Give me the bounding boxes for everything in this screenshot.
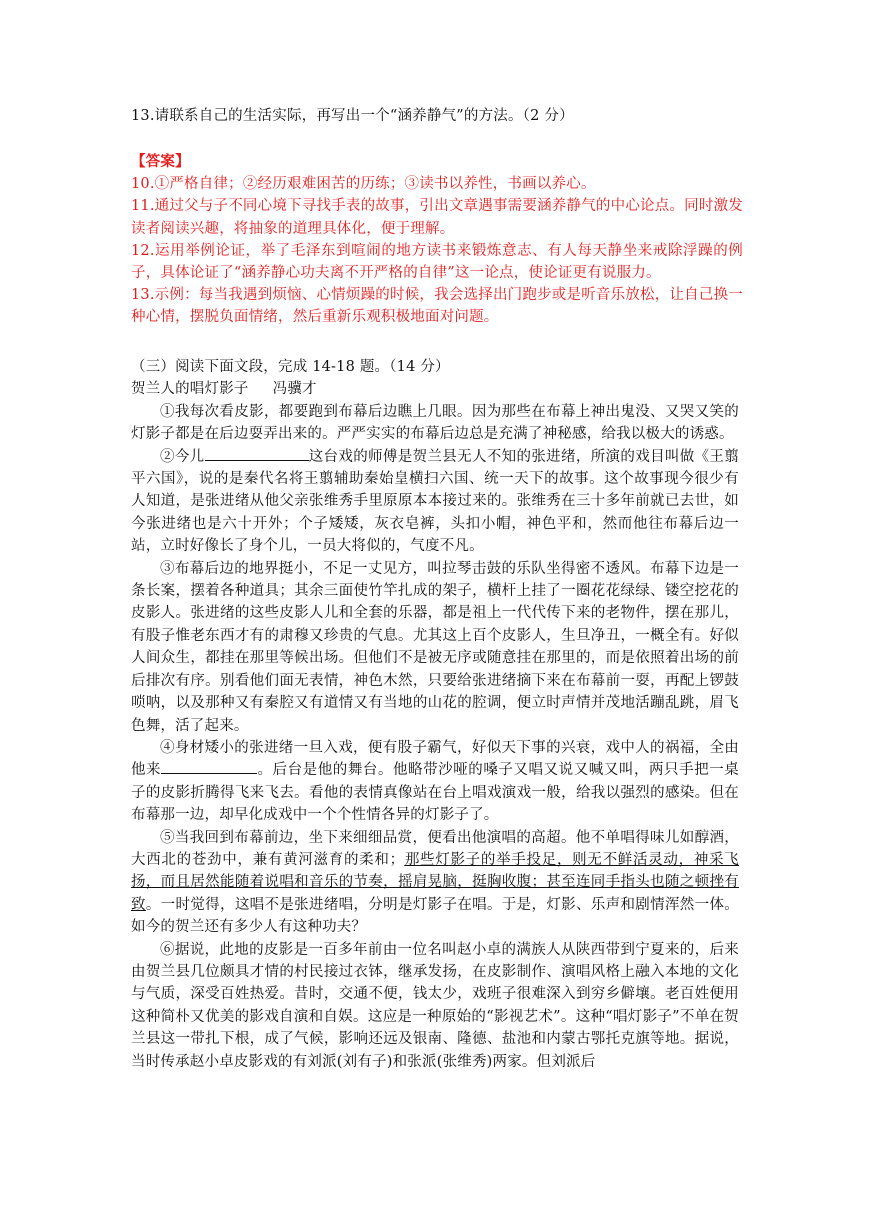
answer-12: 12.运用举例论证，举了毛泽东到喧闹的地方读书来锻炼意志、有人每天静坐来戒除浮躁的例子，具体论证了“涵养静心功夫离不开严格的自律”这一论点，使论证更有说服力。 (131, 242, 743, 282)
paragraph-5 (131, 827, 739, 939)
answer-13: 13.示例：每当我遇到烦恼、心情烦躁的时候，我会选择出门跑步或是听音乐放松，让自己换一种心情，摆脱负面情绪，然后重新乐观积极地面对问题。 (131, 287, 743, 326)
paragraph-4-rest: 。后台是他的舞台。他略带沙哑的嗓子又唱又说又喊又叫，两只手把一桌子的皮影折腾得飞来飞去。看他的表情真像站在台上唱戏演戏一般，给我以强烈的感染。但在布幕那一边，却早化成戏中一个个性情各异的灯影子了。 (131, 762, 739, 824)
article-title-line (131, 378, 739, 400)
answer-block (131, 151, 743, 329)
fill-blank-1 (205, 446, 309, 461)
paragraph-4-start: ④身材矮小的张进绪一旦入戏，便有股子霸气，好似天下事的兴衰，戏中人的祸福，全由他来 (131, 739, 739, 779)
paragraph-2-start: ②今儿 (160, 448, 205, 465)
answer-11: 11.通过父与子不同心境下寻找手表的故事，引出文章遇事需要涵养静气的中心论点。同时激发读者阅读兴趣，将抽象的道理具体化，便于理解。 (131, 198, 743, 237)
fill-blank-2 (161, 759, 257, 774)
paragraph-5-start: ⑤当我回到布幕前边，坐下来细细品赏，便看出他演唱的高超。他不单唱得味儿如醇酒，大西北的苍劲中，兼有黄河滋育的柔和； (131, 829, 739, 868)
paragraph-5-rest: 。一时觉得，这唱不是张进绪唱，分明是灯影子在唱。于是，灯影、乐声和剧情浑然一体。如今的贺兰还有多少人有这种功夫？ (131, 896, 740, 936)
paragraph-3: ③布幕后边的地界挺小，不足一丈见方，叫拉琴击鼓的乐队坐得密不透风。布幕下边是一条长案，摆着各种道具；其余三面使竹竿扎成的架子，横杆上挂了一圈花花绿绿、镂空挖花的皮影人。张进绪的这些皮影人儿和全套的乐器，都是祖上一代代传下来的老物件，摆在那儿，有股子惟老东西才有的肃穆又珍贵的气息。尤其这上百个皮影人，生旦净丑，一概全有。好似人间众生，都挂在那里等候出场。但他们不是被无序或随意挂在那里的，而是依照着出场的前后排次有序。别看他们面无表情，神色木然，只要给张进绪摘下来在布幕前一耍，再配上锣鼓唢呐，以及那种又有秦腔又有道情又有当地的山花的腔调，便立时声情并茂地活蹦乱跳，眉飞色舞，活了起来。 (131, 560, 739, 734)
paragraph-2-rest: 这台戏的师傅是贺兰县无人不知的张进绪，所演的戏目叫做《王翦平六国》，说的是秦代名将王翦辅助秦始皇横扫六国、统一天下的故事。这个故事现今很少有人知道，是张进绪从他父亲张维秀手里原原本本接过来的。张维秀在三十多年前就已去世，如今张进绪也是六十开外；个子矮矮，灰衣皂裤，头扣小帽，神色平和，然而他往布幕后边一站，立时好像长了身个儿，一员大将似的，气度不凡。 (131, 448, 739, 555)
underlined-sentence: 那些灯影子的举手投足，则无不鲜活灵动，神采飞扬，而且居然能随着说唱和音乐的节奏，摇肩晃脑，挺胸收腹；甚至连同手指头也随之顿挫有致 (131, 851, 739, 913)
question-13: 13.请联系自己的生活实际，再写出一个“涵养静气”的方法。（2 分） (131, 108, 574, 124)
paragraph-6: ⑥据说，此地的皮影是一百多年前由一位名叫赵小卓的满族人从陕西带到宁夏来的，后来由贺兰县几位颇具才情的村民接过衣钵，继承发扬，在皮影制作、演唱风格上融入本地的文化与气质，深受百姓热爱。昔时，交通不便，钱太少，戏班子很难深入到穷乡僻壤。老百姓便用这种简朴又优美的影戏自演和自娱。这应是一种原始的“影视艺术”。这种“唱灯影子”不单在贺兰县这一带扎下根，成了气候，影响还远及银南、隆德、盐池和内蒙古鄂托克旗等地。据说，当时传承赵小卓皮影戏的有刘派(刘有子)和张派(张维秀)两家。但刘派后 (131, 941, 739, 1070)
paragraph-2 (131, 446, 739, 558)
answer-10: 10.①严格自律；②经历艰难困苦的历练；③读书以养性，书画以养心。 (131, 176, 596, 193)
answer-header: 【答案】 (131, 153, 190, 170)
section-heading: （三）阅读下面文段，完成 14-18 题。（14 分） (131, 359, 450, 375)
reading-section (131, 356, 739, 1073)
article-author: 冯骥才 (272, 381, 317, 398)
paragraph-1: ①我每次看皮影，都要跑到布幕后边瞧上几眼。因为那些在布幕上神出鬼没、又哭又笑的灯影子都是在后边耍弄出来的。严严实实的布幕后边总是充满了神秘感，给我以极大的诱惑。 (131, 403, 739, 443)
paragraph-4 (131, 737, 739, 827)
article-title: 贺兰人的唱灯影子 (131, 381, 249, 398)
